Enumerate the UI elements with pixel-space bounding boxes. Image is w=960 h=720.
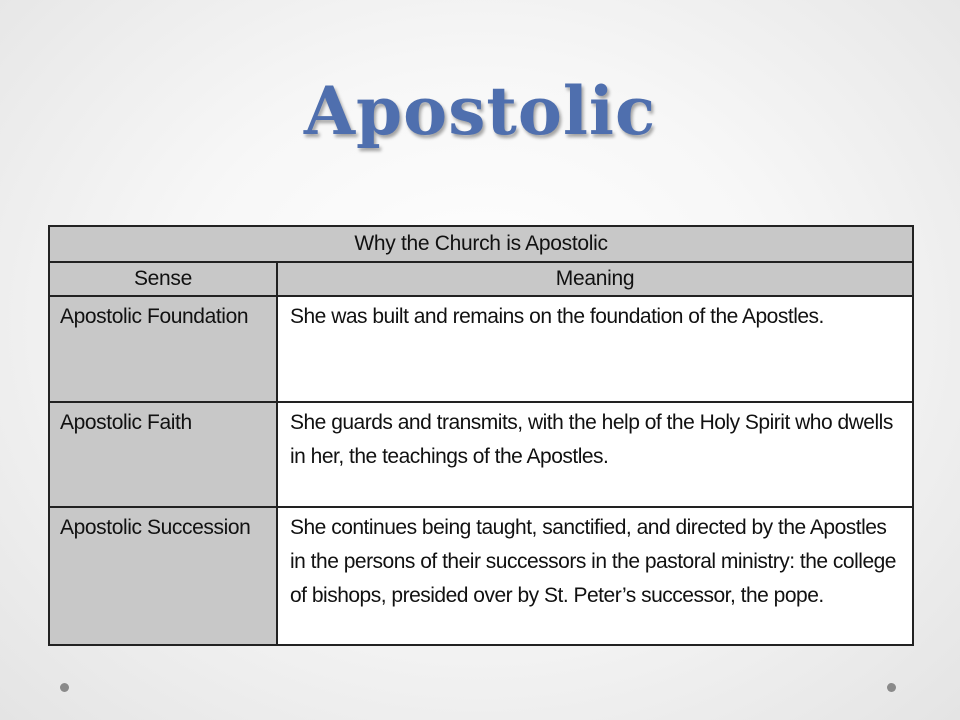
meaning-cell: She was built and remains on the foundation of the Apostles. (277, 296, 913, 402)
sense-cell: Apostolic Faith (49, 402, 277, 506)
column-header-sense: Sense (49, 262, 277, 296)
column-header-meaning: Meaning (277, 262, 913, 296)
sense-cell: Apostolic Foundation (49, 296, 277, 402)
table-caption-row (49, 226, 913, 262)
decorative-dot-right (887, 683, 896, 692)
meaning-cell: She guards and transmits, with the help of the Holy Spirit who dwells in her, the teachings of the Apostles. (277, 402, 913, 506)
table-header-row (49, 262, 913, 296)
decorative-dot-left (60, 683, 69, 692)
table-row (49, 402, 913, 506)
table-row (49, 296, 913, 402)
apostolic-table (48, 225, 914, 646)
slide-title: Apostolic (303, 72, 657, 150)
table-container (48, 225, 912, 646)
sense-cell: Apostolic Succession (49, 507, 277, 645)
meaning-cell: She continues being taught, sanctified, and directed by the Apostles in the persons of their successors in the pastoral ministry: the college of bishops, presided over by St. Peter’s successor, the pope. (277, 507, 913, 645)
table-row (49, 507, 913, 645)
table-caption: Why the Church is Apostolic (49, 226, 913, 262)
